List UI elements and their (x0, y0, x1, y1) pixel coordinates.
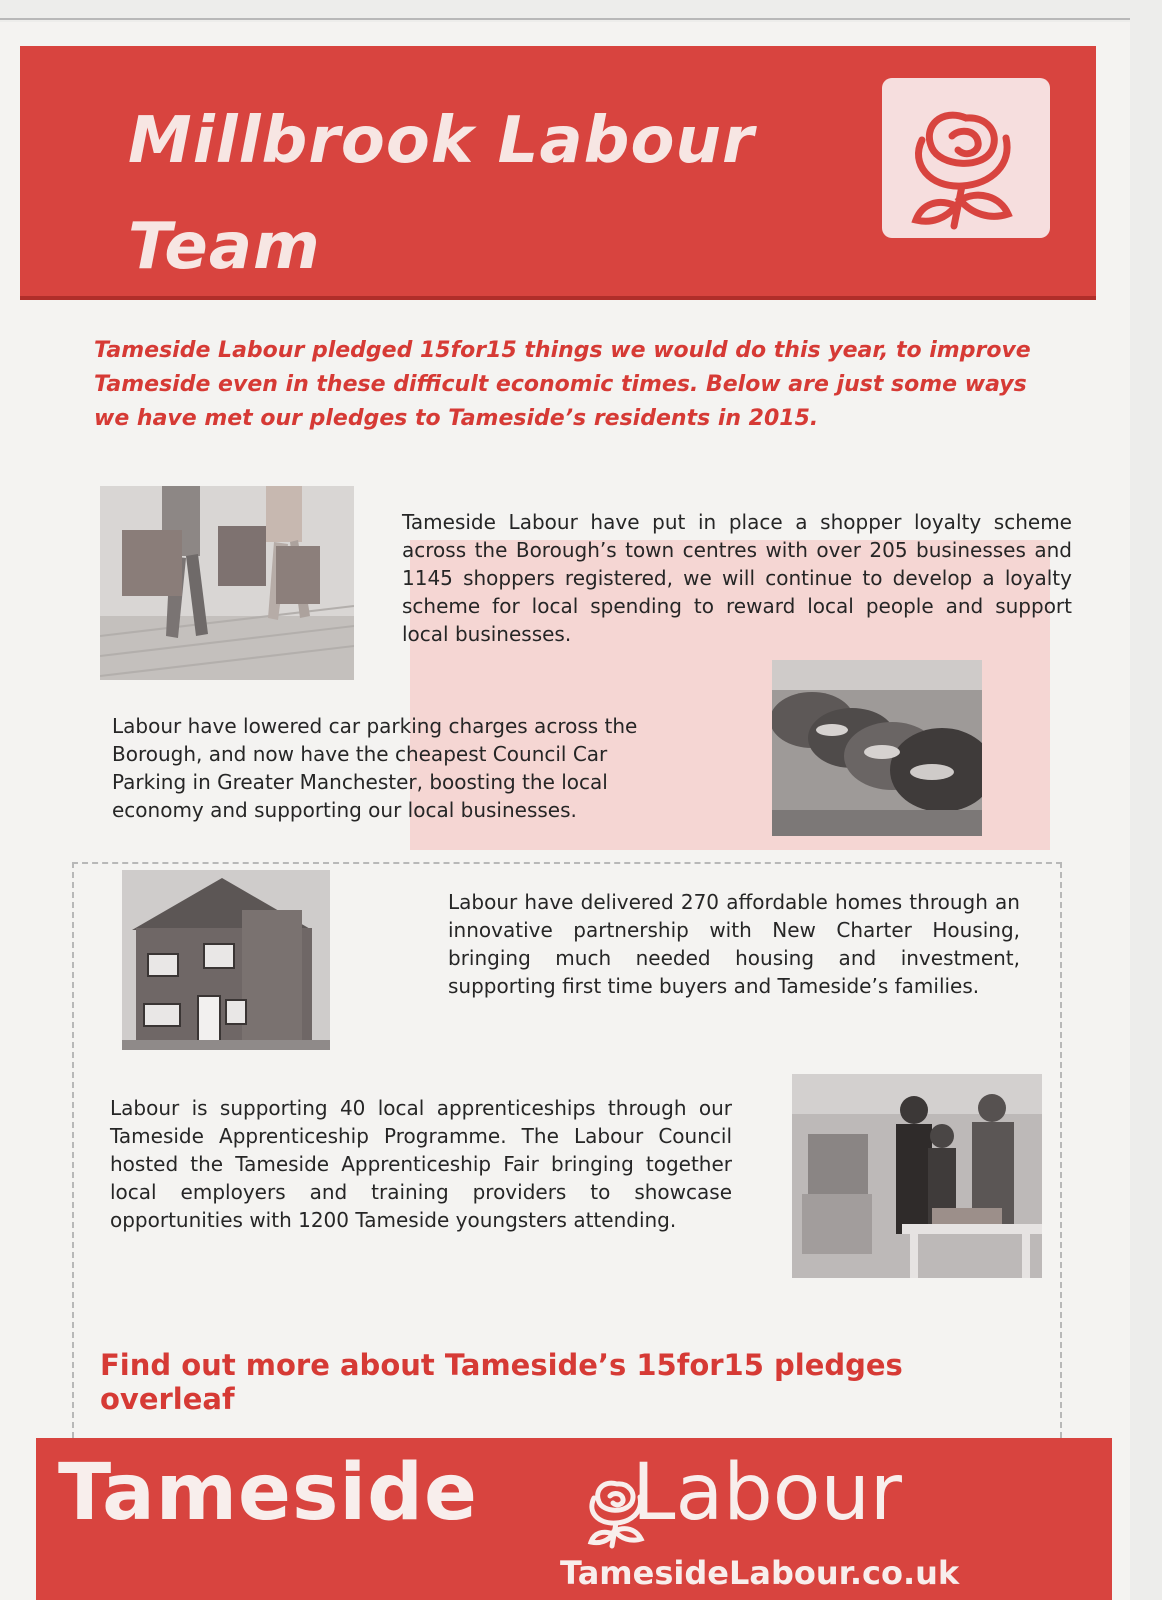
pledge-shopper-loyalty-text: Tameside Labour have put in place a shopper loyalty scheme across the Borough’s town centres with over 205 businesses and 1145 shoppers registered, we will continue to develop a loyalty scheme for local spending to reward local people and support local businesses. (402, 510, 1072, 646)
pledge-apprenticeships-text: Labour is supporting 40 local apprenticeships through our Tameside Apprenticeship Programme. The Labour Council hosted the Tameside Apprenticeship Fair bringing together local employers and training providers to showcase opportunities with 1200 Tameside youngsters attending. (110, 1096, 732, 1232)
house-photo (122, 870, 330, 1050)
find-out-more-text: Find out more about Tameside’s 15for15 pledges overleaf (100, 1348, 903, 1416)
header-title: Millbrook Labour Team (128, 104, 755, 284)
footer-brand-tameside: Tameside (58, 1448, 478, 1538)
pledge-affordable-homes-text: Labour have delivered 270 affordable homes through an innovative partnership with New Charter Housing, bringing much needed housing and investment, supporting first time buyers and Tameside’s families. (448, 890, 1020, 998)
footer-website-link[interactable]: TamesideLabour.co.uk (560, 1554, 960, 1592)
car-park-photo (772, 660, 982, 836)
pledge-car-parking-text: Labour have lowered car parking charges across the Borough, and now have the cheapest Council Car Parking in Greater Manchester, boosting the local economy and supporting our local businesses. (112, 714, 638, 822)
rose-icon (882, 78, 1050, 238)
shoppers-photo (100, 486, 354, 680)
apprentices-photo (792, 1074, 1042, 1278)
intro-text: Tameside Labour pledged 15for15 things we would do this year, to improve Tameside even in these difficult economic times. Below are just some ways we have met our pledges to Tameside’s residents in 2015. (94, 338, 1031, 431)
page-edge (0, 18, 1130, 20)
footer-banner (36, 1438, 1112, 1600)
footer-brand-labour: Labour (632, 1448, 902, 1538)
header-banner (20, 46, 1096, 300)
